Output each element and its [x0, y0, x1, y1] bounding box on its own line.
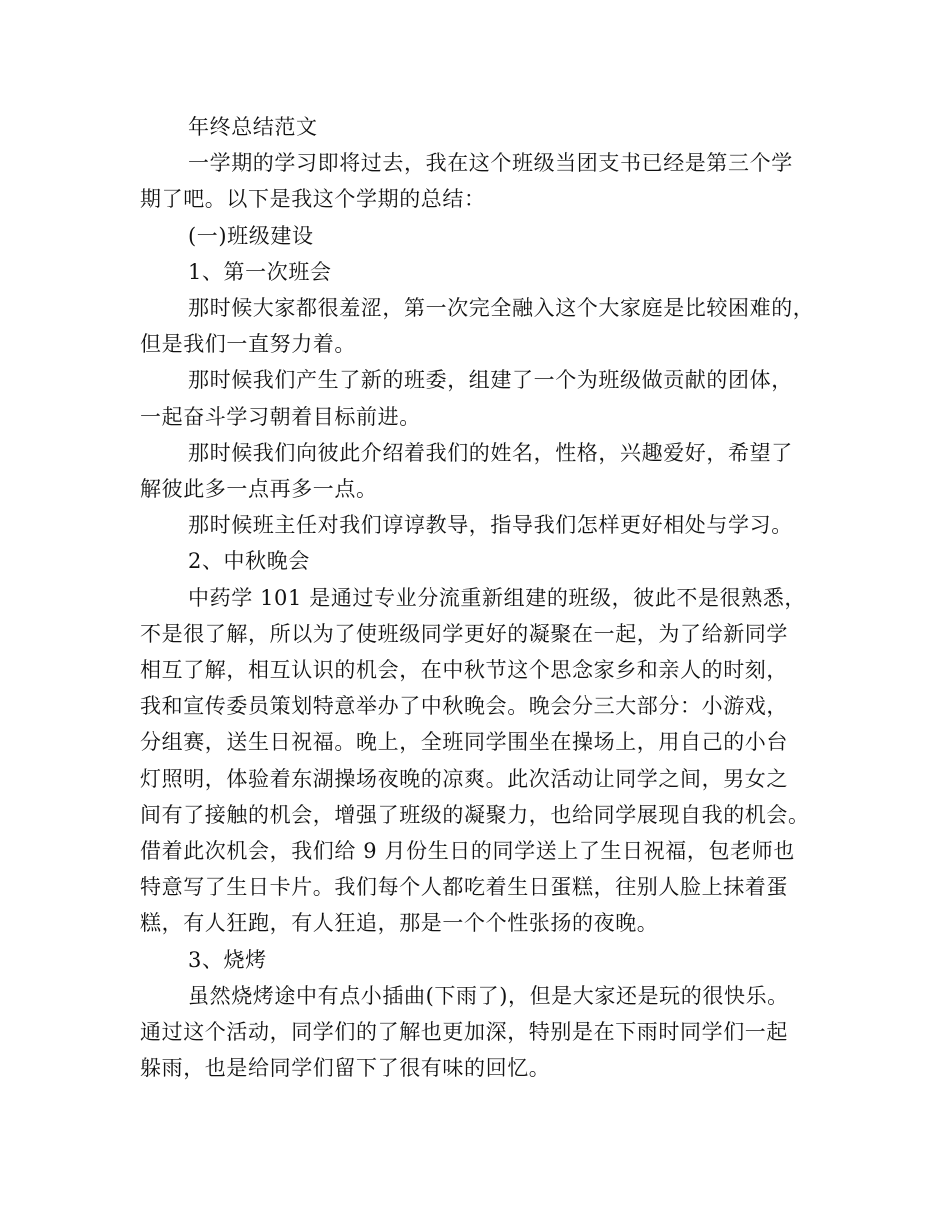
text-line: 不是很了解，所以为了使班级同学更好的凝聚在一起，为了给新同学	[140, 621, 788, 646]
text-line: 期了吧。以下是我这个学期的总结：	[140, 187, 486, 212]
text-line: 通过这个活动，同学们的了解也更加深，特别是在下雨时同学们一起	[140, 1020, 788, 1045]
text-line: 一学期的学习即将过去，我在这个班级当团支书已经是第三个学	[188, 151, 793, 176]
text-line: 间有了接触的机会，增强了班级的凝聚力，也给同学展现自我的机会。	[140, 802, 810, 827]
section-heading	[140, 218, 820, 254]
intro-paragraph	[140, 145, 820, 217]
text-line: 相互了解，相互认识的机会，在中秋节这个思念家乡和亲人的时刻，	[140, 658, 788, 683]
document-title	[140, 109, 820, 145]
body-paragraph	[140, 435, 820, 507]
subsection-heading	[140, 942, 820, 978]
text-line: 借着此次机会，我们给 9 月份生日的同学送上了生日祝福，包老师也	[140, 839, 795, 864]
text-line: 一起奋斗学习朝着目标前进。	[140, 404, 421, 429]
body-paragraph	[140, 978, 820, 1087]
text-line: 特意写了生日卡片。我们每个人都吃着生日蛋糕，往别人脸上抹着蛋	[140, 875, 788, 900]
text-line: 那时候我们产生了新的班委，组建了一个为班级做贡献的团体，	[188, 368, 793, 393]
text-line: 那时候我们向彼此介绍着我们的姓名，性格，兴趣爱好，希望了	[188, 440, 793, 465]
text-line: 1、第一次班会	[188, 259, 332, 284]
text-line: 但是我们一直努力着。	[140, 332, 356, 357]
text-line: 分组赛，送生日祝福。晚上，全班同学围坐在操场上，用自己的小台	[140, 730, 788, 755]
body-paragraph	[140, 580, 820, 942]
body-paragraph	[140, 362, 820, 434]
text-line: 中药学 101 是通过专业分流重新组建的班级，彼此不是很熟悉，	[188, 585, 807, 610]
text-line: 那时候班主任对我们谆谆教导，指导我们怎样更好相处与学习。	[188, 513, 793, 538]
text-line: 解彼此多一点再多一点。	[140, 477, 378, 502]
document-body	[140, 109, 820, 1086]
text-line: 3、烧烤	[188, 947, 267, 972]
text-line: 2、中秋晚会	[188, 549, 310, 574]
text-line: 灯照明，体验着东湖操场夜晚的凉爽。此次活动让同学之间，男女之	[140, 766, 788, 791]
text-line: 躲雨，也是给同学们留下了很有味的回忆。	[140, 1056, 551, 1081]
body-paragraph	[140, 507, 820, 543]
subsection-heading	[140, 254, 820, 290]
text-line: 虽然烧烤途中有点小插曲(下雨了)，但是大家还是玩的很快乐。	[188, 983, 789, 1008]
text-line: 糕，有人狂跑，有人狂追，那是一个个性张扬的夜晚。	[140, 911, 659, 936]
text-line: 我和宣传委员策划特意举办了中秋晚会。晚会分三大部分：小游戏，	[140, 694, 788, 719]
text-line: 年终总结范文	[188, 115, 318, 139]
text-line: 那时候大家都很羞涩，第一次完全融入这个大家庭是比较困难的，	[188, 296, 815, 321]
subsection-heading	[140, 543, 820, 579]
body-paragraph	[140, 290, 820, 362]
text-line: (一)班级建设	[188, 223, 314, 248]
